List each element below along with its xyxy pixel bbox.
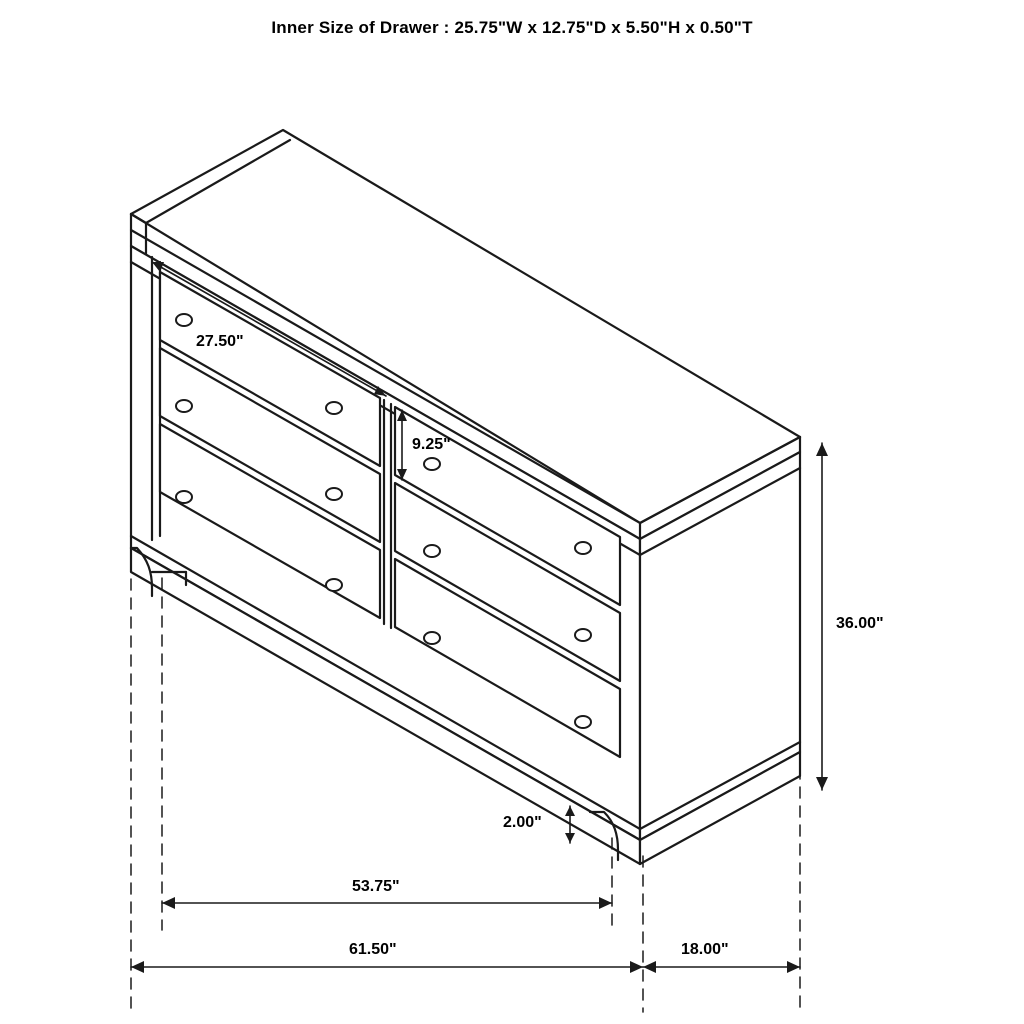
label-base-height: 2.00": [503, 814, 542, 831]
label-overall-width: 61.50": [349, 941, 397, 958]
dimension-61-50: [131, 961, 643, 973]
page-title: Inner Size of Drawer : 25.75"W x 12.75"D x 5.50"H x 0.50"T: [271, 18, 753, 37]
label-drawer-width-left: 27.50": [196, 333, 244, 350]
dimension-36-00: [816, 443, 828, 790]
label-overall-height: 36.00": [836, 615, 884, 632]
label-drawer-height: 9.25": [412, 436, 451, 453]
dimension-53-75: [162, 897, 612, 909]
dimension-18-00: [643, 961, 800, 973]
label-drawer-span-width: 53.75": [352, 878, 400, 895]
label-overall-depth: 18.00": [681, 941, 729, 958]
